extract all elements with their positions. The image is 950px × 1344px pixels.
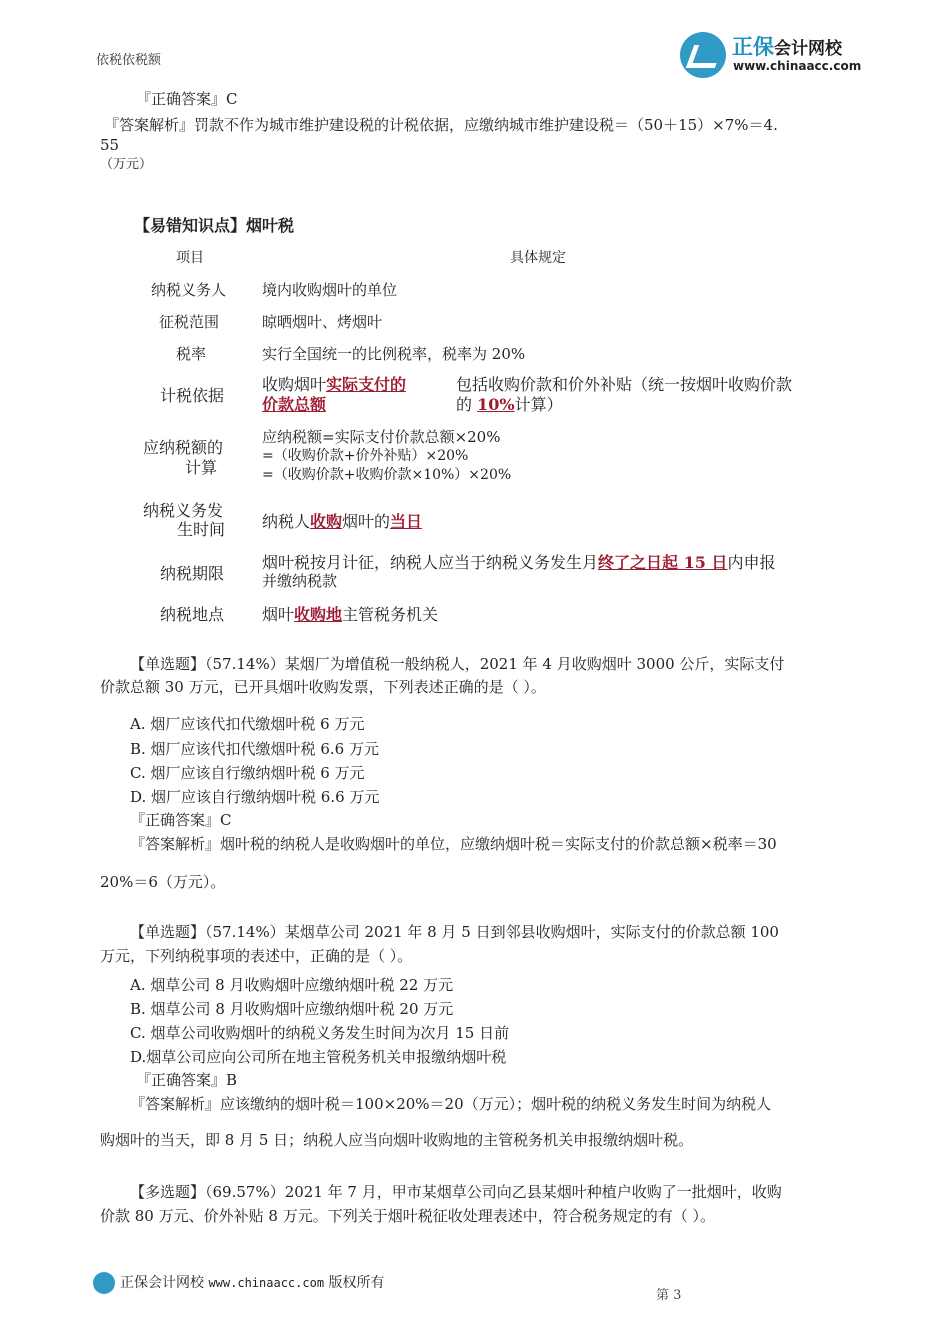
- q2-analysis-1: 『答案解析』应该缴纳的烟叶税＝100×20%＝20（万元）；烟叶税的纳税义务发生时间为纳税人: [130, 1095, 772, 1113]
- q1-option-d: D. 烟厂应该自行缴纳烟叶税 6.6 万元: [130, 788, 380, 806]
- row-text-period-1: 烟叶税按月计征，纳税人应当于纳税义务发生月终了之日起 15 日内申报: [262, 553, 776, 572]
- answer-analysis-1: 『答案解析』罚款不作为城市维护建设税的计税依据，应缴纳城市维护建设税＝（50＋15）×7%＝4.: [104, 116, 778, 134]
- row-text-rate: 实行全国统一的比例税率，税率为 20%: [262, 345, 526, 363]
- answer-analysis-1-unit: （万元）: [100, 157, 153, 172]
- correct-answer-1: 『正确答案』C: [136, 90, 238, 108]
- row-text-basis-1: 收购烟叶实际支付的: [262, 375, 407, 394]
- q1-option-a: A. 烟厂应该代扣代缴烟叶税 6 万元: [130, 715, 365, 733]
- row-label-rate: 税率: [176, 345, 207, 363]
- q1-option-b: B. 烟厂应该代扣代缴烟叶税 6.6 万元: [130, 740, 379, 758]
- q1-stem-2: 价款总额 30 万元，已开具烟叶收购发票，下列表述正确的是（ ）。: [100, 678, 546, 696]
- q1-stem-1: 【单选题】（57.14%）某烟厂为增值税一般纳税人，2021 年 4 月收购烟叶 3000 公斤，实际支付: [130, 655, 785, 673]
- row-text-calc-1: 应纳税额=实际支付价款总额×20%: [262, 428, 501, 446]
- q1-option-c: C. 烟厂应该自行缴纳烟叶税 6 万元: [130, 764, 365, 782]
- row-label-time-1: 纳税义务发: [143, 501, 224, 520]
- table-head-detail: 具体规定: [510, 250, 566, 266]
- row-label-scope: 征税范围: [159, 313, 220, 331]
- row-text-period-2: 并缴纳税款: [262, 572, 338, 590]
- row-text-scope: 晾晒烟叶、烤烟叶: [262, 313, 383, 331]
- row-text-calc-3: =（收购价款+收购价款×10%）×20%: [262, 467, 512, 483]
- q1-analysis-1: 『答案解析』烟叶税的纳税人是收购烟叶的单位，应缴纳烟叶税＝实际支付的价款总额×税率＝30: [130, 835, 777, 853]
- q1-correct: 『正确答案』C: [130, 811, 232, 829]
- footer-logo-icon: [93, 1272, 115, 1294]
- knowledge-title: 【易错知识点】烟叶税: [134, 216, 295, 235]
- row-text-time: 纳税人收购烟叶的当日: [262, 512, 423, 531]
- footer-copyright: 正保会计网校 www.chinaacc.com 版权所有: [120, 1275, 385, 1291]
- q3-stem-2: 价款 80 万元、价外补贴 8 万元。下列关于烟叶税征收处理表述中，符合税务规定的有（ ）。: [100, 1207, 715, 1225]
- q3-stem-1: 【多选题】（69.57%）2021 年 7 月，甲市某烟草公司向乙县某烟叶种植户收购了一批烟叶，收购: [130, 1183, 782, 1201]
- row-text-basis-4: 的 10%计算）: [456, 395, 563, 414]
- top-left-fragment: 依税依税额: [96, 53, 162, 68]
- q2-option-d: D.烟草公司应向公司所在地主管税务机关申报缴纳烟叶税: [130, 1048, 507, 1066]
- logo-icon: [680, 32, 726, 78]
- q2-option-c: C. 烟草公司收购烟叶的纳税义务发生时间为次月 15 日前: [130, 1024, 510, 1042]
- row-text-taxpayer: 境内收购烟叶的单位: [262, 281, 398, 299]
- row-text-basis-2: 价款总额: [262, 395, 327, 414]
- row-label-calc-2: 计算: [185, 458, 218, 477]
- page-number: 第 3: [656, 1288, 682, 1303]
- q2-option-a: A. 烟草公司 8 月收购烟叶应缴纳烟叶税 22 万元: [130, 976, 454, 994]
- q2-analysis-2: 购烟叶的当天，即 8 月 5 日；纳税人应当向烟叶收购地的主管税务机关申报缴纳烟叶税。: [100, 1131, 694, 1149]
- row-label-calc-1: 应纳税额的: [143, 438, 224, 457]
- q2-stem-2: 万元，下列纳税事项的表述中，正确的是（ ）。: [100, 947, 413, 965]
- row-text-place: 烟叶收购地主管税务机关: [262, 605, 439, 624]
- q2-correct: 『正确答案』B: [136, 1071, 238, 1089]
- row-text-basis-3: 包括收购价款和价外补贴（统一按烟叶收购价款: [456, 375, 793, 394]
- q2-option-b: B. 烟草公司 8 月收购烟叶应缴纳烟叶税 20 万元: [130, 1000, 454, 1018]
- answer-analysis-1-cont: 55: [100, 136, 120, 154]
- row-text-calc-2: =（收购价款+价外补贴）×20%: [262, 448, 469, 464]
- brand-url: www.chinaacc.com: [733, 59, 862, 73]
- brand-name: 正保会计网校: [732, 35, 842, 59]
- q2-stem-1: 【单选题】（57.14%）某烟草公司 2021 年 8 月 5 日到邻县收购烟叶，实际支付的价款总额 100: [130, 923, 779, 941]
- row-label-basis: 计税依据: [160, 386, 225, 405]
- row-label-period: 纳税期限: [160, 564, 225, 583]
- row-label-taxpayer: 纳税义务人: [151, 281, 227, 299]
- row-label-place: 纳税地点: [160, 605, 225, 624]
- table-head-item: 项目: [176, 250, 204, 266]
- row-label-time-2: 生时间: [177, 520, 226, 539]
- q1-analysis-2: 20%＝6（万元）。: [100, 873, 226, 891]
